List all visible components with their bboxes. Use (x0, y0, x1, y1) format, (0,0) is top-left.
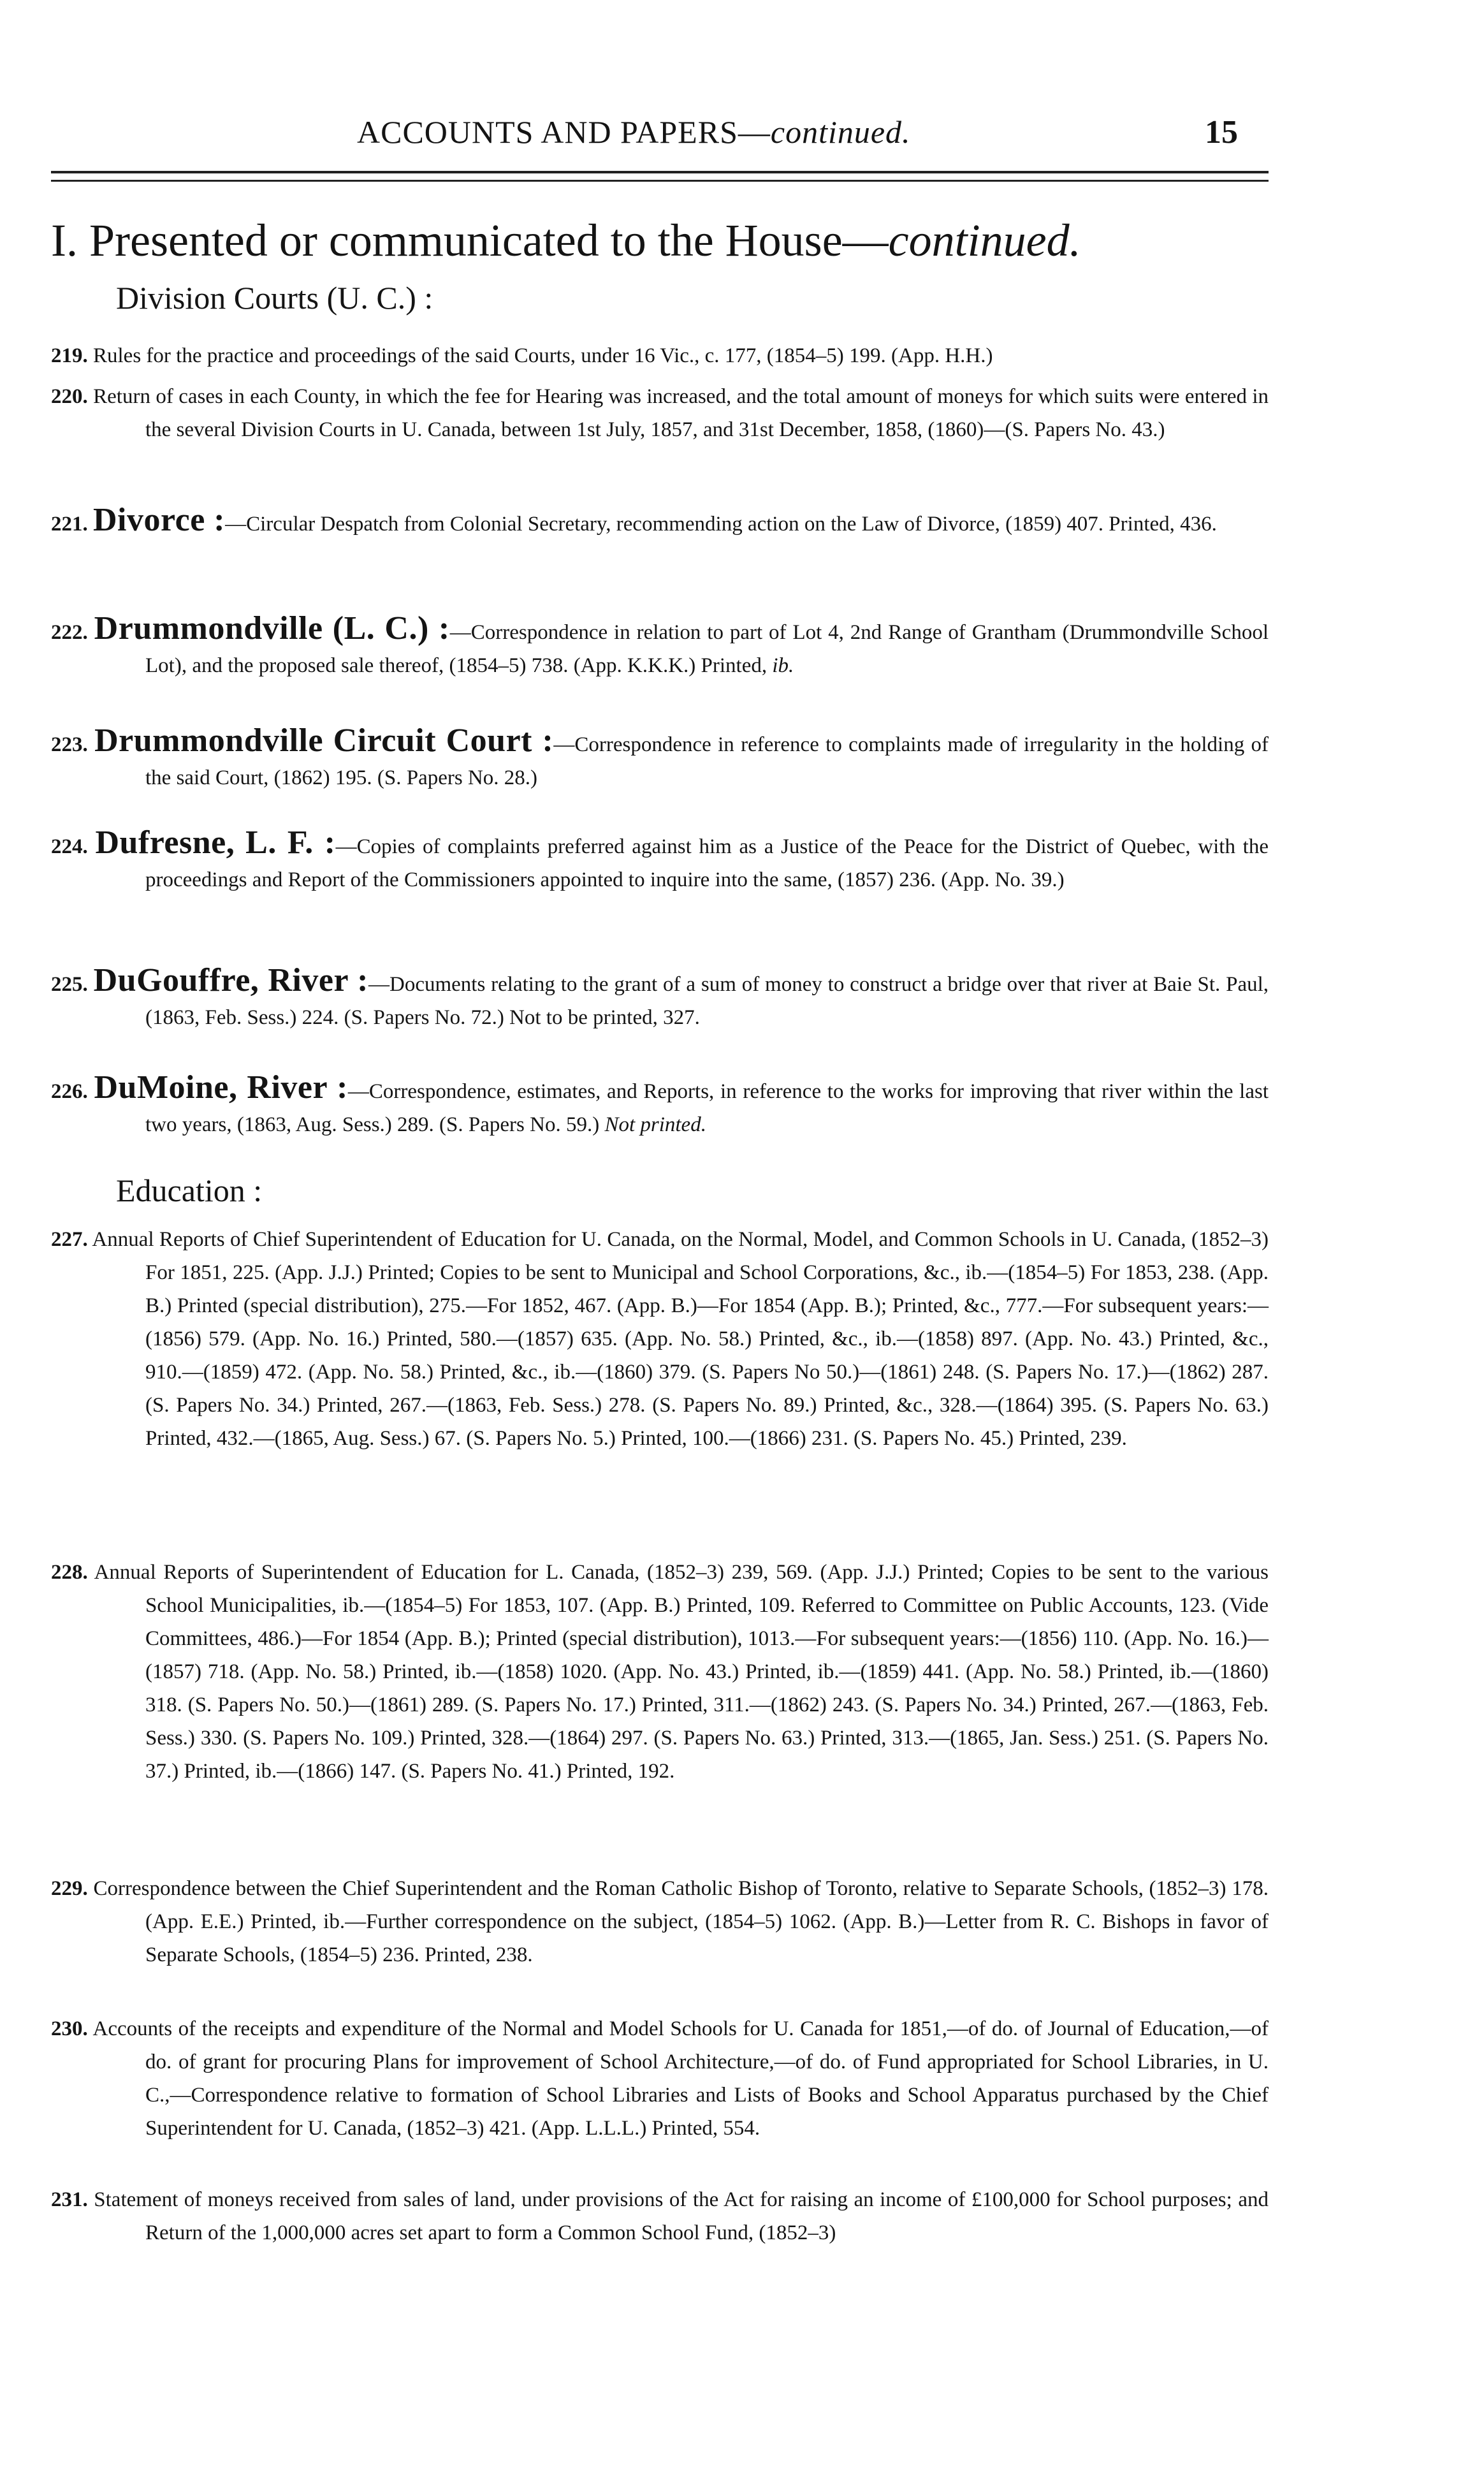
running-title (357, 113, 911, 150)
entry-225 (51, 964, 1269, 1034)
entry-number: 221. (51, 513, 88, 536)
entry-number: 225. (51, 973, 88, 996)
entry-heading: DuGouffre, River : (93, 962, 368, 998)
entry-number: 220. (51, 385, 88, 408)
entry-heading: Dufresne, L. F. : (95, 824, 336, 861)
entry-230 (51, 2012, 1269, 2145)
entry-body (51, 339, 1269, 372)
entry-body (51, 2183, 1269, 2249)
entry-body (51, 1556, 1269, 1788)
entry-body (51, 380, 1269, 446)
entry-number: 227. (51, 1228, 88, 1251)
entry-227 (51, 1223, 1269, 1455)
entry-223 (51, 724, 1269, 794)
entry-231 (51, 2183, 1269, 2249)
entry-228 (51, 1556, 1269, 1788)
subheading-education: Education : (116, 1173, 263, 1208)
entry-text: Annual Reports of Chief Superintendent of Education for U. Canada, on the Normal, Model, and Common Schools in U. Canada, (1852–3) For 1851, 225. (App. J.J.) Printed; Copies to be sent to Municipal and School Corporations, &c., ib.—(1854–5) For 1853, 238. (App. B.) Printed (special distribution), 275.—For 1852, 467. (App. B.)—For 1854 (App. B.); Printed, &c., 777.—For subsequent years:—(1856) 579. (App. No. 16.) Printed, 580.—(1857) 635. (App. No. 58.) Printed, &c., ib.—(1858) 897. (App. No. 43.) Printed, &c., 910.—(1859) 472. (App. No. 58.) Printed, &c., ib.—(1860) 379. (S. Papers No 50.)—(1861) 248. (S. Papers No. 17.)—(1862) 287. (S. Papers No. 34.) Printed, 267.—(1863, Feb. Sess.) 278. (S. Papers No. 89.) Printed, &c., 328.—(1864) 395. (S. Papers No. 63.) Printed, 432.—(1865, Aug. Sess.) 67. (S. Papers No. 5.) Printed, 100.—(1866) 231. (S. Papers No. 45.) Printed, 239. (92, 1228, 1269, 1450)
entry-body (51, 612, 1269, 682)
entry-heading: Divorce : (93, 502, 226, 538)
entry-number: 223. (51, 733, 88, 756)
entry-text: Return of cases in each County, in which the fee for Hearing was increased, and the total amount of moneys for which suits were entered in the several Division Courts in U. Canada, between 1st July, 1857, and 31st December, 1858, (1860)—(S. Papers No. 43.) (93, 385, 1269, 441)
page-number: 15 (1205, 114, 1238, 150)
entry-text: Correspondence between the Chief Superintendent and the Roman Catholic Bishop of Toronto, relative to Separate Schools, (1852–3) 178. (App. E.E.) Printed, ib.—Further correspondence on the subject, (1854–5) 1062. (App. B.)—Letter from R. C. Bishops in favor of Separate Schools, (1854–5) 236. Printed, 238. (93, 1877, 1269, 1966)
entry-body (51, 1872, 1269, 1971)
entry-heading: DuMoine, River : (94, 1069, 348, 1106)
entry-text: —Copies of complaints preferred against him as a Justice of the Peace for the District of Quebec, with the proceedings and Report of the Commissioners appointed to inquire into the same, (1857) 236. (App. No. 39.) (145, 835, 1269, 891)
entry-body (51, 724, 1269, 794)
entry-number: 228. (51, 1561, 88, 1584)
entry-219 (51, 339, 1269, 372)
entry-text-italic: Not printed. (604, 1113, 706, 1136)
running-title-italic: continued. (770, 114, 911, 150)
entry-text: —Circular Despatch from Colonial Secretary, recommending action on the Law of Divorce, (1859) 407. Printed, 436. (225, 513, 1217, 536)
entry-body (51, 1223, 1269, 1455)
entry-text: Annual Reports of Superintendent of Education for L. Canada, (1852–3) 239, 569. (App. J.J.) Printed; Copies to be sent to the various School Municipalities, ib.—(1854–5) For 1853, 107. (App. B.) Printed, 109. Referred to Committee on Public Accounts, 123. (Vide Committees, 486.)—For 1854 (App. B.); Printed (special distribution), 1013.—For subsequent years:—(1856) 110. (App. No. 16.)—(1857) 718. (App. No. 58.) Printed, ib.—(1858) 1020. (App. No. 43.) Printed, ib.—(1859) 441. (App. No. 58.) Printed, ib.—(1860) 318. (S. Papers No. 50.)—(1861) 289. (S. Papers No. 17.) Printed, 311.—(1862) 243. (S. Papers No. 34.) Printed, 267.—(1863, Feb. Sess.) 330. (S. Papers No. 109.) Printed, 328.—(1864) 297. (S. Papers No. 63.) Printed, 313.—(1865, Jan. Sess.) 251. (S. Papers No. 37.) Printed, ib.—(1866) 147. (S. Papers No. 41.) Printed, 192. (94, 1561, 1269, 1783)
entry-text: Accounts of the receipts and expenditure of the Normal and Model Schools for U. Canada for 1851,—of do. of Journal of Education,—of do. of grant for procuring Plans for improvement of School Architecture,—of do. of Fund appropriated for School Libraries, in U. C.,—Correspondence relative to formation of School Libraries and Lists of Books and School Apparatus purchased by the Chief Superintendent for U. Canada, (1852–3) 421. (App. L.L.L.) Printed, 554. (92, 2017, 1269, 2140)
entry-number: 226. (51, 1080, 88, 1103)
entry-body (51, 1071, 1269, 1141)
section-heading-italic: continued. (888, 215, 1081, 266)
section-heading (51, 214, 1081, 267)
entry-heading: Drummondville Circuit Court : (94, 722, 554, 759)
header-rule-top (51, 171, 1269, 173)
entry-text: —Documents relating to the grant of a sum of money to construct a bridge over that river at Baie St. Paul, (1863, Feb. Sess.) 224. (S. Papers No. 72.) Not to be printed, 327. (145, 973, 1269, 1029)
entry-number: 231. (51, 2188, 88, 2211)
running-title-main: ACCOUNTS AND PAPERS— (357, 114, 771, 150)
entry-body (51, 504, 1269, 541)
entry-text: Rules for the practice and proceedings of the said Courts, under 16 Vic., c. 177, (1854–5) 199. (App. H.H.) (93, 344, 993, 367)
entry-229 (51, 1872, 1269, 1971)
entry-number: 230. (51, 2017, 88, 2040)
entry-226 (51, 1071, 1269, 1141)
header-rule-bottom (51, 180, 1269, 182)
running-header (0, 113, 1484, 158)
entry-body (51, 826, 1269, 896)
entry-text-italic: ib. (772, 654, 794, 677)
entry-text: Statement of moneys received from sales of land, under provisions of the Act for raising an income of £100,000 for School purposes; and Return of the 1,000,000 acres set apart to form a Common School Fund, (1852–3) (94, 2188, 1269, 2244)
entry-text: —Correspondence, estimates, and Reports, in reference to the works for improving that river within the last two years, (1863, Aug. Sess.) 289. (S. Papers No. 59.) (145, 1080, 1269, 1136)
entry-text: —Correspondence in reference to complaints made of irregularity in the holding of the said Court, (1862) 195. (S. Papers No. 28.) (145, 733, 1269, 789)
entry-number: 229. (51, 1877, 88, 1900)
entry-body (51, 964, 1269, 1034)
entry-body (51, 2012, 1269, 2145)
section-heading-main: I. Presented or communicated to the House— (51, 215, 889, 266)
entry-text: —Correspondence in relation to part of Lot 4, 2nd Range of Grantham (Drummondville School Lot), and the proposed sale thereof, (1854–5) 738. (App. K.K.K.) Printed, (145, 621, 1269, 677)
entry-number: 222. (51, 621, 88, 644)
entry-220 (51, 380, 1269, 446)
entry-222 (51, 612, 1269, 682)
entry-number: 219. (51, 344, 88, 367)
subheading-division-courts: Division Courts (U. C.) : (116, 280, 433, 316)
entry-heading: Drummondville (L. C.) : (94, 610, 450, 647)
entry-224 (51, 826, 1269, 896)
entry-221 (51, 504, 1269, 541)
entry-number: 224. (51, 835, 88, 858)
